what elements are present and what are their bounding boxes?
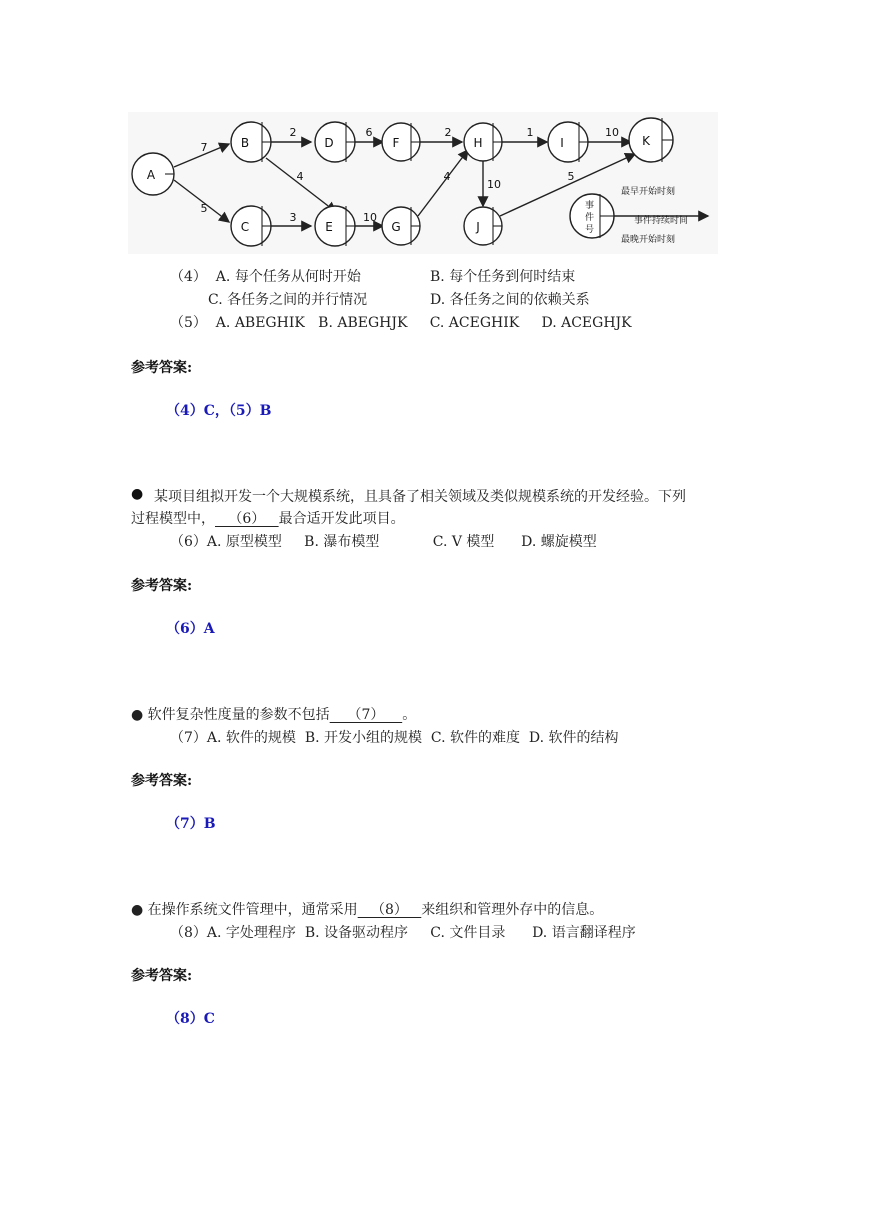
q6-stem-line2 [131, 508, 405, 528]
node-label: E [325, 220, 333, 234]
node-label: D [324, 136, 334, 150]
edge-weight: 1 [526, 126, 534, 139]
edge-weight: 5 [200, 202, 208, 215]
edge-weight: 6 [365, 126, 373, 139]
q4-option-b: B. 每个任务到何时结束 [430, 269, 576, 285]
edge-weight: 3 [289, 211, 297, 224]
edge-weight: 4 [443, 170, 451, 183]
answer-q8: （8）C [166, 1011, 215, 1027]
node-label: F [392, 136, 400, 150]
q7-stem-suffix: 。 [402, 707, 417, 723]
q7-stem-prefix: 软件复杂性度量的参数不包括 [147, 707, 330, 723]
node-label: H [473, 136, 483, 150]
answer-q4-q5: （4）C，（5）B [166, 403, 272, 419]
bullet-icon: ● [131, 707, 144, 723]
node-label: A [146, 168, 156, 182]
node-label: G [391, 220, 401, 234]
q6-stem-suffix: 最合适开发此项目。 [278, 511, 405, 527]
edge-weight: 5 [567, 170, 575, 183]
q4-option-c: C. 各任务之间的并行情况 [208, 292, 368, 308]
q6-blank: （6） [215, 511, 279, 527]
q4-option-a: （4） A. 每个任务从何时开始 [170, 269, 361, 285]
answer-q7: （7）B [166, 816, 216, 832]
edge-weight: 10 [487, 178, 501, 191]
answer-q6: （6）A [166, 621, 215, 637]
q6-options: （6）A. 原型模型 B. 瀑布模型 C. V 模型 D. 螺旋模型 [170, 534, 597, 550]
q8-blank: （8） [357, 902, 422, 918]
node-label: B [240, 136, 250, 150]
q8-stem-suffix: 来组织和管理外存中的信息。 [421, 902, 604, 918]
legend-event-char: 件 [585, 213, 595, 223]
q7-blank: （7） [329, 707, 403, 723]
legend-event-char: 事 [585, 201, 595, 211]
q8-stem-prefix: 在操作系统文件管理中，通常采用 [147, 902, 358, 918]
q7-options: （7）A. 软件的规模 B. 开发小组的规模 C. 软件的难度 D. 软件的结构 [170, 730, 619, 746]
legend-latest-start: 最晚开始时刻 [621, 235, 676, 245]
answer-label: 参考答案: [131, 578, 193, 594]
answer-label: 参考答案: [131, 773, 193, 789]
q7-stem [131, 704, 416, 724]
network-diagram [128, 112, 718, 254]
node-label: I [560, 136, 564, 150]
edge-weight: 4 [296, 170, 304, 183]
answer-label: 参考答案: [131, 968, 193, 984]
q8-stem [131, 899, 603, 919]
edge-weight: 2 [289, 126, 297, 139]
edge-weight: 10 [363, 211, 377, 224]
q5-options: （5） A. ABEGHIK B. ABEGHJK C. ACEGHIK D. ACEGHJK [170, 315, 632, 331]
edge-weight: 10 [605, 126, 619, 139]
legend-event-char: 号 [585, 225, 595, 235]
q8-options: （8）A. 字处理程序 B. 设备驱动程序 C. 文件目录 D. 语言翻译程序 [170, 925, 636, 941]
edge-weight: 7 [200, 141, 208, 154]
q6-stem-prefix: 过程模型中， [131, 511, 215, 527]
legend-earliest-start: 最早开始时刻 [621, 187, 676, 197]
bullet-icon: ● [131, 486, 144, 502]
node-label: K [642, 134, 650, 148]
q6-stem-line1: 某项目组拟开发一个大规模系统，且具备了相关领域及类似规模系统的开发经验。下列 [154, 489, 686, 505]
bullet-icon: ● [131, 902, 144, 918]
node-label: C [240, 220, 250, 234]
legend-duration: 事件持续时间 [634, 216, 689, 226]
edge-weight: 2 [444, 126, 452, 139]
answer-label: 参考答案: [131, 360, 193, 376]
node-label: J [476, 220, 480, 234]
q4-option-d: D. 各任务之间的依赖关系 [430, 292, 590, 308]
